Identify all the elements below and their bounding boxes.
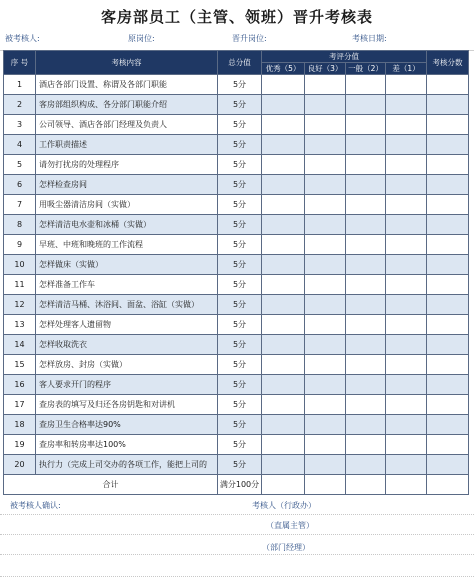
- table-header-row: [4, 51, 469, 63]
- row-total: 5分: [218, 95, 262, 115]
- score-cell[interactable]: [427, 155, 469, 175]
- footer-line: [0, 558, 474, 577]
- row-total: 5分: [218, 155, 262, 175]
- table-row: [4, 335, 469, 355]
- header-no: 序 号: [4, 51, 36, 75]
- poor-cell[interactable]: [386, 115, 427, 135]
- poor-cell[interactable]: [386, 395, 427, 415]
- row-content: 查房卫生合格率达90%: [36, 415, 218, 435]
- table-row: [4, 255, 469, 275]
- row-content: 怎样准备工作车: [36, 275, 218, 295]
- table-row: [4, 95, 469, 115]
- average-cell[interactable]: [346, 455, 386, 475]
- score-cell[interactable]: [427, 175, 469, 195]
- row-number: 10: [4, 255, 36, 275]
- score-cell[interactable]: [427, 275, 469, 295]
- score-cell[interactable]: [427, 315, 469, 335]
- row-content: 怎样处理客人遗留物: [36, 315, 218, 335]
- good-cell[interactable]: [305, 315, 346, 335]
- excellent-cell[interactable]: [262, 215, 305, 235]
- score-cell[interactable]: [427, 195, 469, 215]
- row-content: 怎样放房、封房（实做）: [36, 355, 218, 375]
- row-number: 15: [4, 355, 36, 375]
- average-cell[interactable]: [346, 315, 386, 335]
- good-cell[interactable]: [305, 75, 346, 95]
- good-cell[interactable]: [305, 135, 346, 155]
- average-cell[interactable]: [346, 415, 386, 435]
- row-total: 5分: [218, 395, 262, 415]
- row-number: 16: [4, 375, 36, 395]
- header-average: 一般（2）: [346, 63, 386, 75]
- header-total: 总分值: [218, 51, 262, 75]
- row-total: 5分: [218, 375, 262, 395]
- row-total: 5分: [218, 435, 262, 455]
- examinee-confirm-label: 被考核人确认:: [10, 501, 61, 510]
- excellent-cell[interactable]: [262, 315, 305, 335]
- average-cell[interactable]: [346, 135, 386, 155]
- table-row: [4, 355, 469, 375]
- good-cell[interactable]: [305, 215, 346, 235]
- table-row: [4, 175, 469, 195]
- excellent-cell[interactable]: [262, 195, 305, 215]
- poor-cell[interactable]: [386, 335, 427, 355]
- row-total: 5分: [218, 355, 262, 375]
- row-content: 查房表的填写及归还各房钥匙和对讲机: [36, 395, 218, 415]
- excellent-cell[interactable]: [262, 75, 305, 95]
- header-good: 良好（3）: [305, 63, 346, 75]
- poor-cell[interactable]: [386, 175, 427, 195]
- row-total: 5分: [218, 215, 262, 235]
- promoted-position-label: 晋升岗位:: [232, 34, 267, 43]
- poor-cell[interactable]: [386, 215, 427, 235]
- table-row: [4, 315, 469, 335]
- row-total: 5分: [218, 235, 262, 255]
- score-cell[interactable]: [427, 75, 469, 95]
- poor-cell[interactable]: [386, 255, 427, 275]
- row-number: 12: [4, 295, 36, 315]
- poor-cell[interactable]: [386, 155, 427, 175]
- table-row: [4, 115, 469, 135]
- row-content: 查房率和转房率达100%: [36, 435, 218, 455]
- average-cell[interactable]: [346, 75, 386, 95]
- table-row: [4, 295, 469, 315]
- table-row: [4, 415, 469, 435]
- average-cell[interactable]: [346, 275, 386, 295]
- header-eval-group: 考评分值: [262, 51, 427, 63]
- score-cell[interactable]: [427, 455, 469, 475]
- total-score-cell[interactable]: [427, 475, 469, 495]
- score-cell[interactable]: [427, 95, 469, 115]
- good-cell[interactable]: [305, 255, 346, 275]
- row-content: 早班、中班和晚班的工作流程: [36, 235, 218, 255]
- score-cell[interactable]: [427, 415, 469, 435]
- average-cell[interactable]: [346, 195, 386, 215]
- poor-cell[interactable]: [386, 275, 427, 295]
- average-cell[interactable]: [346, 395, 386, 415]
- table-row: [4, 455, 469, 475]
- score-cell[interactable]: [427, 335, 469, 355]
- score-cell[interactable]: [427, 395, 469, 415]
- score-cell[interactable]: [427, 115, 469, 135]
- row-number: 8: [4, 215, 36, 235]
- row-number: 17: [4, 395, 36, 415]
- exam-date-label: 考核日期:: [352, 34, 387, 43]
- good-cell[interactable]: [305, 355, 346, 375]
- row-content: 怎样做床（实做）: [36, 255, 218, 275]
- average-cell[interactable]: [346, 155, 386, 175]
- score-cell[interactable]: [427, 375, 469, 395]
- row-content: 请勿打扰房的处理程序: [36, 155, 218, 175]
- row-content: 怎样收取洗衣: [36, 335, 218, 355]
- good-cell[interactable]: [305, 335, 346, 355]
- table-row: [4, 135, 469, 155]
- table-row: [4, 235, 469, 255]
- row-content: 怎样检查房间: [36, 175, 218, 195]
- footer-line: [0, 536, 474, 555]
- row-number: 5: [4, 155, 36, 175]
- row-number: 20: [4, 455, 36, 475]
- poor-cell[interactable]: [386, 435, 427, 455]
- good-cell[interactable]: [305, 195, 346, 215]
- poor-cell[interactable]: [386, 135, 427, 155]
- poor-cell[interactable]: [386, 315, 427, 335]
- row-content: 客房部组织构成、各分部门职能介绍: [36, 95, 218, 115]
- row-total: 5分: [218, 195, 262, 215]
- page-title: 客房部员工（主管、领班）晋升考核表: [100, 8, 373, 26]
- poor-cell[interactable]: [386, 95, 427, 115]
- poor-cell[interactable]: [386, 295, 427, 315]
- excellent-cell[interactable]: [262, 175, 305, 195]
- row-number: 19: [4, 435, 36, 455]
- good-cell[interactable]: [305, 435, 346, 455]
- row-total: 5分: [218, 275, 262, 295]
- excellent-cell[interactable]: [262, 295, 305, 315]
- good-cell[interactable]: [305, 235, 346, 255]
- good-cell[interactable]: [305, 415, 346, 435]
- average-cell[interactable]: [346, 95, 386, 115]
- row-total: 5分: [218, 315, 262, 335]
- table-row: [4, 375, 469, 395]
- row-content: 工作职责描述: [36, 135, 218, 155]
- excellent-cell[interactable]: [262, 255, 305, 275]
- row-total: 5分: [218, 75, 262, 95]
- table-row: [4, 395, 469, 415]
- total-row: [4, 475, 469, 495]
- row-number: 13: [4, 315, 36, 335]
- average-cell[interactable]: [346, 295, 386, 315]
- total-cell[interactable]: [386, 475, 427, 495]
- excellent-cell[interactable]: [262, 335, 305, 355]
- info-row: [0, 30, 474, 46]
- average-cell[interactable]: [346, 175, 386, 195]
- excellent-cell[interactable]: [262, 455, 305, 475]
- average-cell[interactable]: [346, 215, 386, 235]
- score-cell[interactable]: [427, 135, 469, 155]
- header-excellent: 优秀（5）: [262, 63, 305, 75]
- evaluation-table: [3, 50, 469, 495]
- average-cell[interactable]: [346, 435, 386, 455]
- score-cell[interactable]: [427, 255, 469, 275]
- total-cell[interactable]: [346, 475, 386, 495]
- table-row: [4, 195, 469, 215]
- row-content: 用吸尘器清洁房间（实做）: [36, 195, 218, 215]
- row-number: 7: [4, 195, 36, 215]
- table-row: [4, 215, 469, 235]
- row-total: 5分: [218, 335, 262, 355]
- excellent-cell[interactable]: [262, 135, 305, 155]
- excellent-cell[interactable]: [262, 415, 305, 435]
- score-cell[interactable]: [427, 215, 469, 235]
- good-cell[interactable]: [305, 175, 346, 195]
- score-cell[interactable]: [427, 235, 469, 255]
- row-total: 5分: [218, 455, 262, 475]
- row-content: 执行力（完成上司交办的各项工作，能把上司的: [36, 455, 218, 475]
- manager-label: （部门经理）: [262, 543, 310, 552]
- excellent-cell[interactable]: [262, 375, 305, 395]
- table-row: [4, 155, 469, 175]
- supervisor-label: （直属主管）: [266, 521, 314, 530]
- examiner-label: 考核人（行政办）: [252, 501, 316, 510]
- excellent-cell[interactable]: [262, 355, 305, 375]
- poor-cell[interactable]: [386, 415, 427, 435]
- excellent-cell[interactable]: [262, 275, 305, 295]
- row-total: 5分: [218, 255, 262, 275]
- row-total: 5分: [218, 175, 262, 195]
- score-cell[interactable]: [427, 295, 469, 315]
- examinee-label: 被考核人:: [5, 34, 40, 43]
- footer-line: [0, 516, 474, 535]
- header-poor: 差（1）: [386, 63, 427, 75]
- row-number: 14: [4, 335, 36, 355]
- score-cell[interactable]: [427, 435, 469, 455]
- good-cell[interactable]: [305, 455, 346, 475]
- row-number: 2: [4, 95, 36, 115]
- poor-cell[interactable]: [386, 235, 427, 255]
- excellent-cell[interactable]: [262, 395, 305, 415]
- row-content: 客人要求开门的程序: [36, 375, 218, 395]
- total-label: 合计: [4, 475, 218, 495]
- row-total: 5分: [218, 295, 262, 315]
- row-number: 6: [4, 175, 36, 195]
- total-value: 满分100分: [218, 475, 262, 495]
- poor-cell[interactable]: [386, 195, 427, 215]
- row-number: 18: [4, 415, 36, 435]
- good-cell[interactable]: [305, 275, 346, 295]
- row-content: 公司领导、酒店各部门经理及负责人: [36, 115, 218, 135]
- good-cell[interactable]: [305, 95, 346, 115]
- row-content: 怎样清洁电水壶和冰桶（实做）: [36, 215, 218, 235]
- footer-line: [0, 496, 474, 515]
- average-cell[interactable]: [346, 115, 386, 135]
- table-row: [4, 75, 469, 95]
- score-cell[interactable]: [427, 355, 469, 375]
- row-content: 怎样清洁马桶、沐浴间、面盆、浴缸（实做）: [36, 295, 218, 315]
- row-total: 5分: [218, 135, 262, 155]
- average-cell[interactable]: [346, 235, 386, 255]
- header-content: 考核内容: [36, 51, 218, 75]
- average-cell[interactable]: [346, 335, 386, 355]
- average-cell[interactable]: [346, 255, 386, 275]
- row-total: 5分: [218, 115, 262, 135]
- good-cell[interactable]: [305, 155, 346, 175]
- excellent-cell[interactable]: [262, 435, 305, 455]
- average-cell[interactable]: [346, 355, 386, 375]
- original-position-label: 原岗位:: [128, 34, 155, 43]
- good-cell[interactable]: [305, 295, 346, 315]
- row-number: 9: [4, 235, 36, 255]
- row-number: 11: [4, 275, 36, 295]
- poor-cell[interactable]: [386, 355, 427, 375]
- row-number: 1: [4, 75, 36, 95]
- excellent-cell[interactable]: [262, 155, 305, 175]
- row-content: 酒店各部门设置、称谓及各部门职能: [36, 75, 218, 95]
- excellent-cell[interactable]: [262, 235, 305, 255]
- excellent-cell[interactable]: [262, 115, 305, 135]
- table-row: [4, 275, 469, 295]
- total-cell[interactable]: [305, 475, 346, 495]
- row-total: 5分: [218, 415, 262, 435]
- poor-cell[interactable]: [386, 375, 427, 395]
- poor-cell[interactable]: [386, 75, 427, 95]
- total-cell[interactable]: [262, 475, 305, 495]
- good-cell[interactable]: [305, 395, 346, 415]
- row-number: 4: [4, 135, 36, 155]
- average-cell[interactable]: [346, 375, 386, 395]
- table-row: [4, 435, 469, 455]
- good-cell[interactable]: [305, 115, 346, 135]
- poor-cell[interactable]: [386, 455, 427, 475]
- good-cell[interactable]: [305, 375, 346, 395]
- row-number: 3: [4, 115, 36, 135]
- header-score: 考核分数: [427, 51, 469, 75]
- excellent-cell[interactable]: [262, 95, 305, 115]
